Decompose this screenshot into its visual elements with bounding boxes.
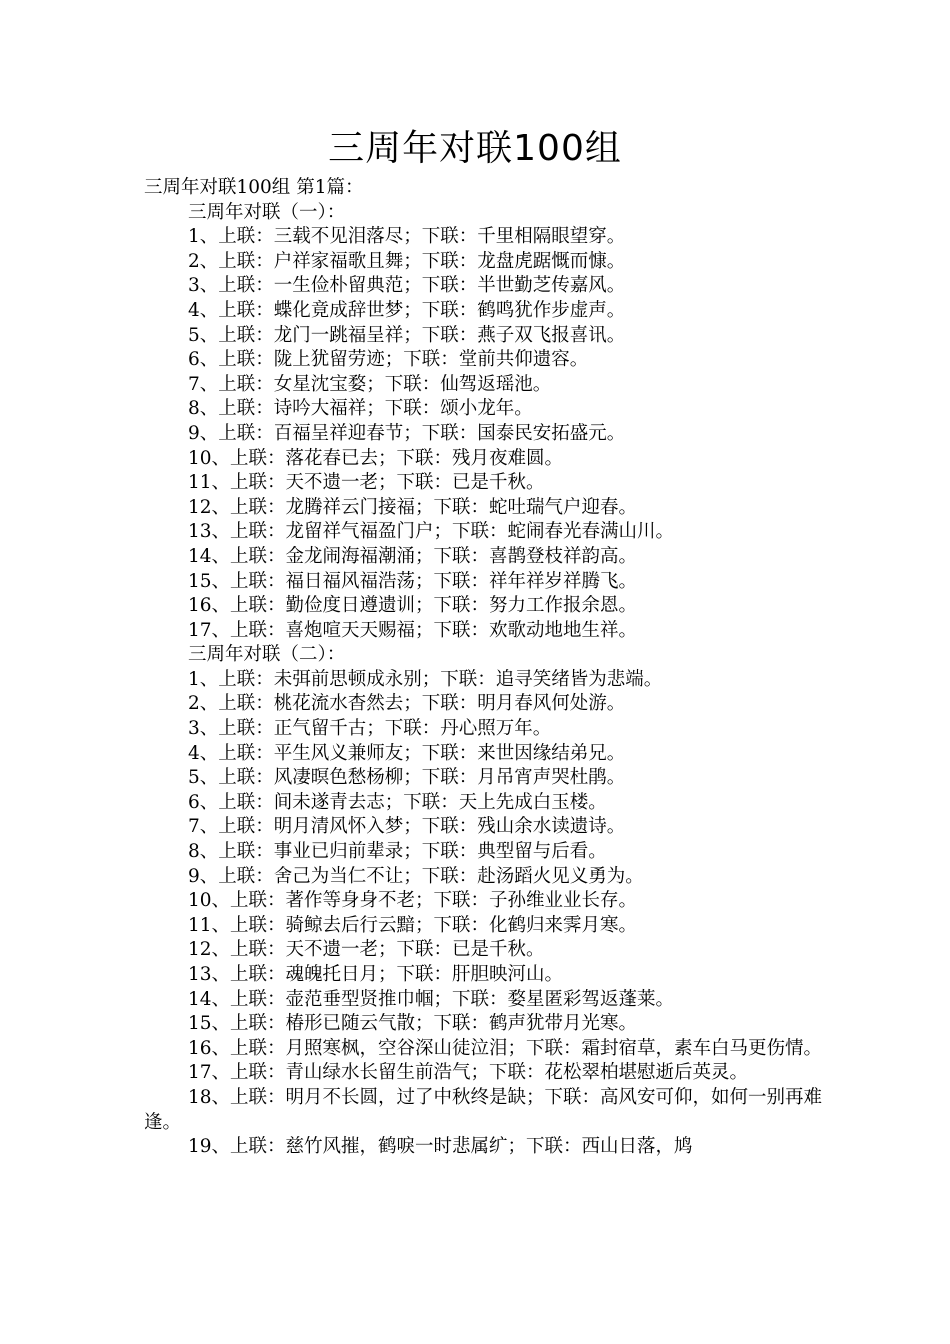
section-heading: 三周年对联（二）：: [188, 644, 346, 666]
couplet-item: 6、上联：陇上犹留劳迹；下联：堂前共仰遗容。: [188, 349, 589, 371]
couplet-item: 15、上联：椿形已随云气散；下联：鹤声犹带月光寒。: [188, 1013, 638, 1035]
couplet-item: 4、上联：平生风义兼师友；下联：来世因缘结弟兄。: [188, 742, 626, 764]
couplet-item: 14、上联：金龙闹海福潮涌；下联：喜鹊登枝祥韵高。: [188, 545, 638, 567]
couplet-item: 1、上联：三载不见泪落尽；下联：千里相隔眼望穿。: [188, 226, 626, 248]
couplet-item: 17、上联：喜炮喧天天赐福；下联：欢歌动地地生祥。: [188, 619, 638, 641]
document-body: [144, 176, 824, 1160]
couplet-item: 1、上联：未弭前思顿成永别；下联：追寻笑绪皆为悲端。: [188, 668, 663, 690]
couplet-item: 16、上联：勤俭度日遵遗训；下联：努力工作报余恩。: [188, 595, 638, 617]
couplet-item: 17、上联：青山绿水长留生前浩气；下联：花松翠柏堪慰逝后英灵。: [188, 1062, 749, 1084]
couplet-item: 10、上联：落花春已去；下联：残月夜难圆。: [188, 447, 564, 469]
couplet-item: 12、上联：龙腾祥云门接福；下联：蛇吐瑞气户迎春。: [188, 496, 638, 518]
page-title: 三周年对联100组: [328, 128, 622, 169]
couplet-item: 2、上联：桃花流水杳然去；下联：明月春风何处游。: [188, 693, 626, 715]
couplet-item: 14、上联：壶范垂型贤推巾帼；下联：婺星匿彩驾返蓬莱。: [188, 988, 675, 1010]
couplet-item: 9、上联：百福呈祥迎春节；下联：国泰民安拓盛元。: [188, 422, 626, 444]
couplet-item: 16、上联：月照寒枫，空谷深山徒泣泪；下联：霜封宿草，素车白马更伤情。: [188, 1037, 823, 1059]
couplet-item: 8、上联：事业已归前辈录；下联：典型留与后看。: [188, 841, 607, 863]
couplet-item: 18、上联：明月不长圆，过了中秋终是缺；下联：高风安可仰，如何一别再难逢。: [144, 1086, 823, 1133]
couplet-item: 2、上联：户祥家福歌且舞；下联：龙盘虎踞慨而慷。: [188, 250, 626, 272]
couplet-item: 3、上联：正气留千古；下联：丹心照万年。: [188, 718, 552, 740]
couplet-item: 12、上联：天不遗一老；下联：已是千秋。: [188, 939, 545, 961]
couplet-item: 5、上联：龙门一跳福呈祥；下联：燕子双飞报喜讯。: [188, 324, 626, 346]
couplet-item: 6、上联：间未遂青去志；下联：天上先成白玉楼。: [188, 791, 607, 813]
couplet-item: 11、上联：天不遗一老；下联：已是千秋。: [188, 472, 545, 494]
couplet-item: 3、上联：一生俭朴留典范；下联：半世勤芝传嘉风。: [188, 275, 626, 297]
couplet-item: 9、上联：舍己为当仁不让；下联：赴汤蹈火见义勇为。: [188, 865, 644, 887]
couplet-item: 19、上联：慈竹风摧，鹤唳一时悲属纩；下联：西山日落，鸠: [188, 1136, 693, 1158]
section-heading: 三周年对联（一）：: [188, 201, 346, 223]
couplet-item: 15、上联：福日福风福浩荡；下联：祥年祥岁祥腾飞。: [188, 570, 638, 592]
couplet-item: 11、上联：骑鲸去后行云黯；下联：化鹤归来霁月寒。: [188, 914, 638, 936]
couplet-item: 4、上联：蝶化竟成辞世梦；下联：鹤鸣犹作步虚声。: [188, 299, 626, 321]
couplet-item: 13、上联：魂魄托日月；下联：肝胆映河山。: [188, 964, 564, 985]
couplet-item: 8、上联：诗吟大福祥；下联：颂小龙年。: [188, 398, 533, 420]
intro-line: 三周年对联100组 第1篇：: [144, 177, 364, 198]
couplet-item: 7、上联：明月清风怀入梦；下联：残山余水读遗诗。: [188, 816, 626, 838]
couplet-item: 7、上联：女星沈宝婺；下联：仙驾返瑶池。: [188, 373, 552, 395]
couplet-item: 10、上联：著作等身身不老；下联：子孙维业业长存。: [188, 890, 638, 912]
couplet-item: 5、上联：风凄暝色愁杨柳；下联：月吊宵声哭杜鹃。: [188, 767, 626, 789]
couplet-item: 13、上联：龙留祥气福盈门户；下联：蛇闹春光春满山川。: [188, 521, 675, 543]
